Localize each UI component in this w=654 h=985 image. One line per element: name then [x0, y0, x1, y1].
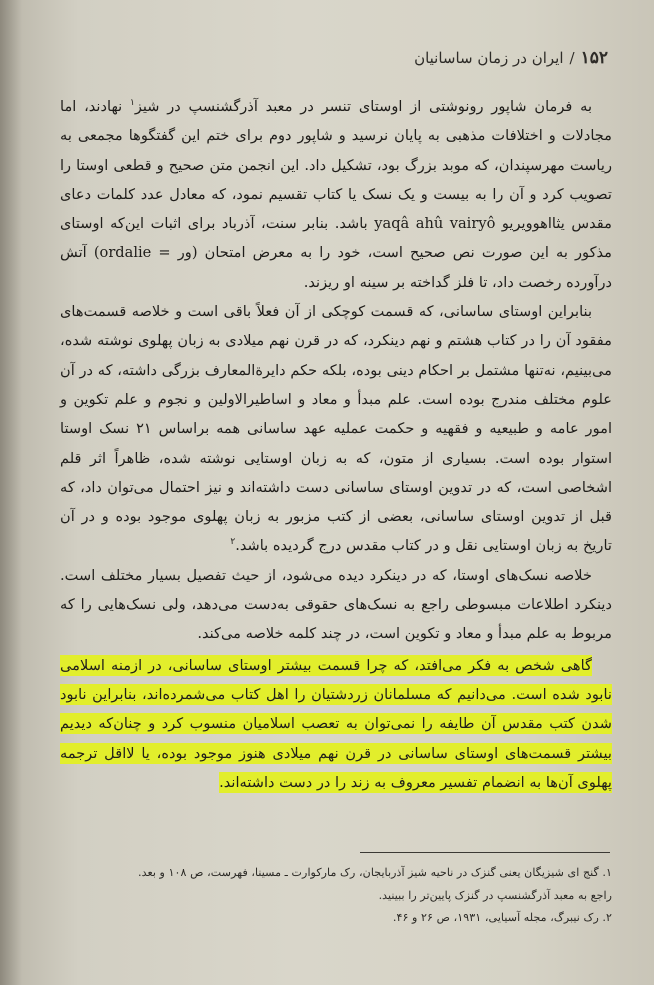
- main-text: [60, 92, 612, 797]
- footnote-divider: [360, 852, 610, 853]
- highlighted-paragraph: [60, 651, 612, 797]
- page-header: [60, 48, 608, 78]
- footnote-1-continued: راجع به معبد آذرگشنسپ در گنزک پایین‌تر را ببینید.: [378, 888, 612, 902]
- paragraph: به فرمان شاپور رونوشتی از اوستای تنسر در معبد آذرگشنسپ در شیز$^۱$ نهادند، اما مجادلات و اختلافات مذهبی به پایان نرسید و شاپور دوم برای ختم این گفتگوها مجمعی به ریاست مهرسپندان، که موبد بزرگ بود، تشکیل داد. این انجمن متن صحیح و قطعی اوستا را تصویب کرد و آن را به بیست و یک نسک یا کتاب تقسیم نمود، که معادل عدد کلمات دعای مقدس یثااهوویریو yaqâ ahû vairyô باشد. بنابر سنت، آذرباد برای اثبات این‌که اوستای مذکور به این صورت نص صحیح است، خود را به معرض امتحان (ور = ordalie) آتش درآورده رخصت داد، تا فلز گداخته بر سینه او ریزند.: [60, 98, 612, 291]
- footnote-ref: ۱: [129, 98, 135, 109]
- footnote-1: ۱. گنج ای شیزیگان یعنی گنزک در ناحیه شیز آذربایجان، رک مارکوارت ـ مسینا، فهرست، ص ۱۰۸ و بعد.: [138, 866, 612, 879]
- header-separator: /: [569, 49, 575, 67]
- running-title: ایران در زمان ساسانیان: [414, 49, 564, 67]
- paragraph: خلاصه نسک‌های اوستا، که در دینکرد دیده می‌شود، از حیث تفصیل بسیار مختلف است. دینکرد اطلاعات مبسوطی راجع به نسک‌های حقوقی به‌دست می‌دهد، ولی نسک‌هایی را که مربوط به علم مبدأ و معاد و تکوین است، در چند کلمه خلاصه می‌کند.: [60, 566, 612, 643]
- footnote-2: ۲. رک نیبرگ، مجله آسیایی، ۱۹۳۱، ص ۲۶ و ۴۶.: [392, 911, 612, 924]
- footnote-ref: ۲: [230, 537, 236, 548]
- page-number: ۱۵۲: [580, 48, 608, 68]
- footnotes: [60, 862, 612, 930]
- paragraph: بنابراین اوستای ساسانی، که قسمت کوچکی از آن فعلاً باقی است و خلاصه قسمت‌های مفقود آن را در کتاب هشتم و نهم دینکرد، که در قرن نهم میلادی به زبان پهلوی نوشته شده، می‌بینیم، نه‌تنها مشتمل بر احکام دینی بوده، بلکه حکم دایرة‌المعارف بزرگی داشته، که در آن علوم مختلف مندرج بوده است. علم مبدأ و معاد و اساطیرالاولین و نجوم و علم تکوین و امور عامه و طبیعیه و فقهیه و حکمت عملیه عهد ساسانی همه براساس ۲۱ نسک اوستا استوار بوده است. بسیاری از متون، که به زبان اوستایی نوشته شده، ظاهراً اثر قلم اشخاصی است، که در تدوین اوستای ساسانی دست داشته‌اند و نیز احتمال می‌توان داد، که قبل از تدوین اوستای ساسانی، بعضی از کتب مزبور به زبان پهلوی موجود بوده و در آن تاریخ به زبان اوستایی نقل و در کتاب مقدس درج گردیده باشد.$^۲$: [60, 303, 612, 555]
- highlighted-text: گاهی شخص به فکر می‌افتد، که چرا قسمت بیشتر اوستای ساسانی، در ازمنه اسلامی نابود شده است. می‌دانیم که مسلمانان زردشتیان را اهل کتاب می‌شمرده‌اند، بنابراین نابود شدن کتب مقدس آن طایفه را نمی‌توان به تعصب اسلامیان منسوب کرد و چنان‌که دیدیم بیشتر قسمت‌های اوستای ساسانی در قرن نهم میلادی هنوز موجود بوده، یا لااقل ترجمه پهلوی آن‌ها به انضمام تفسیر معروف به زند را در دست داشته‌اند.: [60, 656, 612, 791]
